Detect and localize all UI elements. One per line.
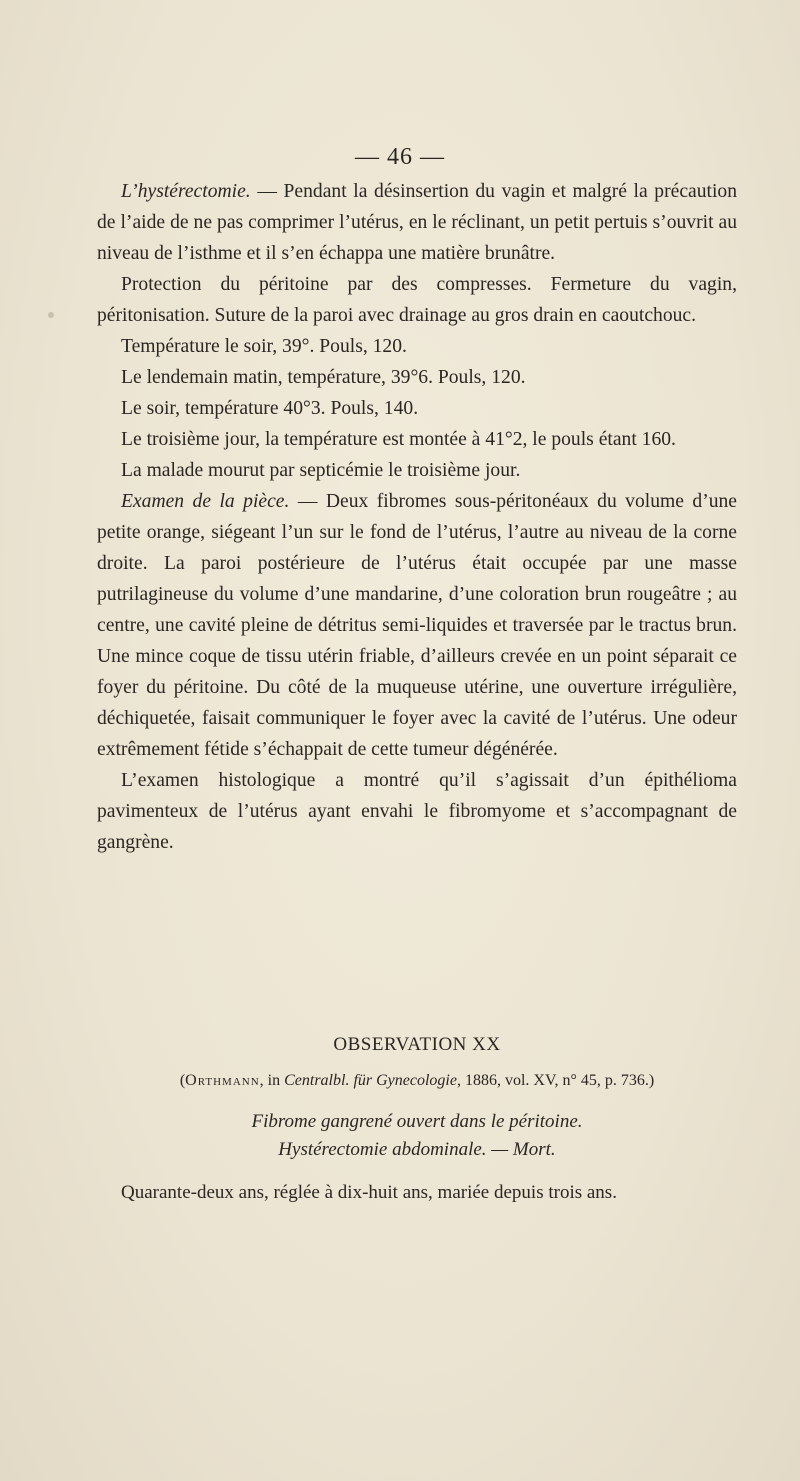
page-number: — 46 — (355, 144, 445, 170)
paragraph-text: — Deux fibromes sous-péritonéaux du volume d’une petite orange, siégeant l’un sur le fond de l’utérus, l’autre au niveau de la corne droite. La paroi postérieure de l’utérus était occupée par une masse putrilagineuse du volume d’une mandarine, d’une coloration brun rougeâtre ; au centre, une cavité pleine de détritus semi-liquides et traversée par le tractus brun. Une mince coque de tissu utérin friable, d’ailleurs crevée en un point séparait ce foyer du péritoine. Du côté de la muqueuse utérine, une ouverture irrégulière, déchiquetée, faisait communiquer le foyer avec la cavité de l’utérus. Une odeur extrêmement fétide s’échappait de cette tumeur dégénérée. (97, 491, 738, 760)
paragraph-text: — Pendant la désinsertion du vagin et malgré la précaution de l’aide de ne pas comprimer l’utérus, en le réclinant, un petit pertuis s’ouvrit au niveau de l’isthme et il s’en échappa une matière brunâtre. (97, 181, 737, 264)
observation-title: OBSERVATION XX (333, 1034, 501, 1055)
paragraph-examen-piece (97, 486, 737, 765)
subtitle-line-1: Fibrome gangrené ouvert dans le péritoine. (251, 1111, 583, 1132)
paragraph-deces: La malade mourut par septicémie le troisième jour. (121, 460, 521, 481)
paragraph-protection: Protection du péritoine par des compresses. Fermeture du vagin, péritonisation. Suture de la paroi avec drainage au gros drain en caoutchouc. (97, 274, 737, 326)
paragraph-troisieme-jour: Le troisième jour, la température est montée à 41°2, le pouls étant 160. (121, 429, 676, 450)
reference-in: , in (259, 1072, 285, 1089)
main-text (97, 176, 737, 858)
observation-section (97, 1032, 737, 1208)
paragraph-histologie: L’examen histologique a montré qu’il s’agissait d’un épithélioma pavimenteux de l’utérus ayant envahi le fibromyome et s’accompagnant de gangrène. (97, 770, 737, 853)
paragraph-soir: Le soir, température 40°3. Pouls, 140. (121, 398, 419, 419)
paragraph-lead: L’hystérectomie. (121, 181, 251, 202)
subtitle-line-2: Hystérectomie abdominale. — Mort. (278, 1139, 556, 1160)
paragraph-lendemain: Le lendemain matin, température, 39°6. Pouls, 120. (121, 367, 526, 388)
paragraph-hysterectomie (97, 176, 737, 269)
paragraph-lead: Examen de la pièce. (121, 491, 290, 512)
paragraph-temperature-soir: Température le soir, 39°. Pouls, 120. (121, 336, 407, 357)
observation-body: Quarante-deux ans, réglée à dix-huit ans, mariée depuis trois ans. (121, 1182, 617, 1203)
observation-reference (97, 1070, 737, 1092)
observation-subtitle (97, 1108, 737, 1164)
paper-spot (48, 312, 54, 318)
reference-details: , 1886, vol. XV, n° 45, p. 736.) (456, 1072, 655, 1089)
reference-author: Orthmann (185, 1072, 260, 1089)
reference-open: ( (179, 1072, 186, 1089)
reference-journal: Centralbl. für Gynecologie (284, 1072, 457, 1089)
